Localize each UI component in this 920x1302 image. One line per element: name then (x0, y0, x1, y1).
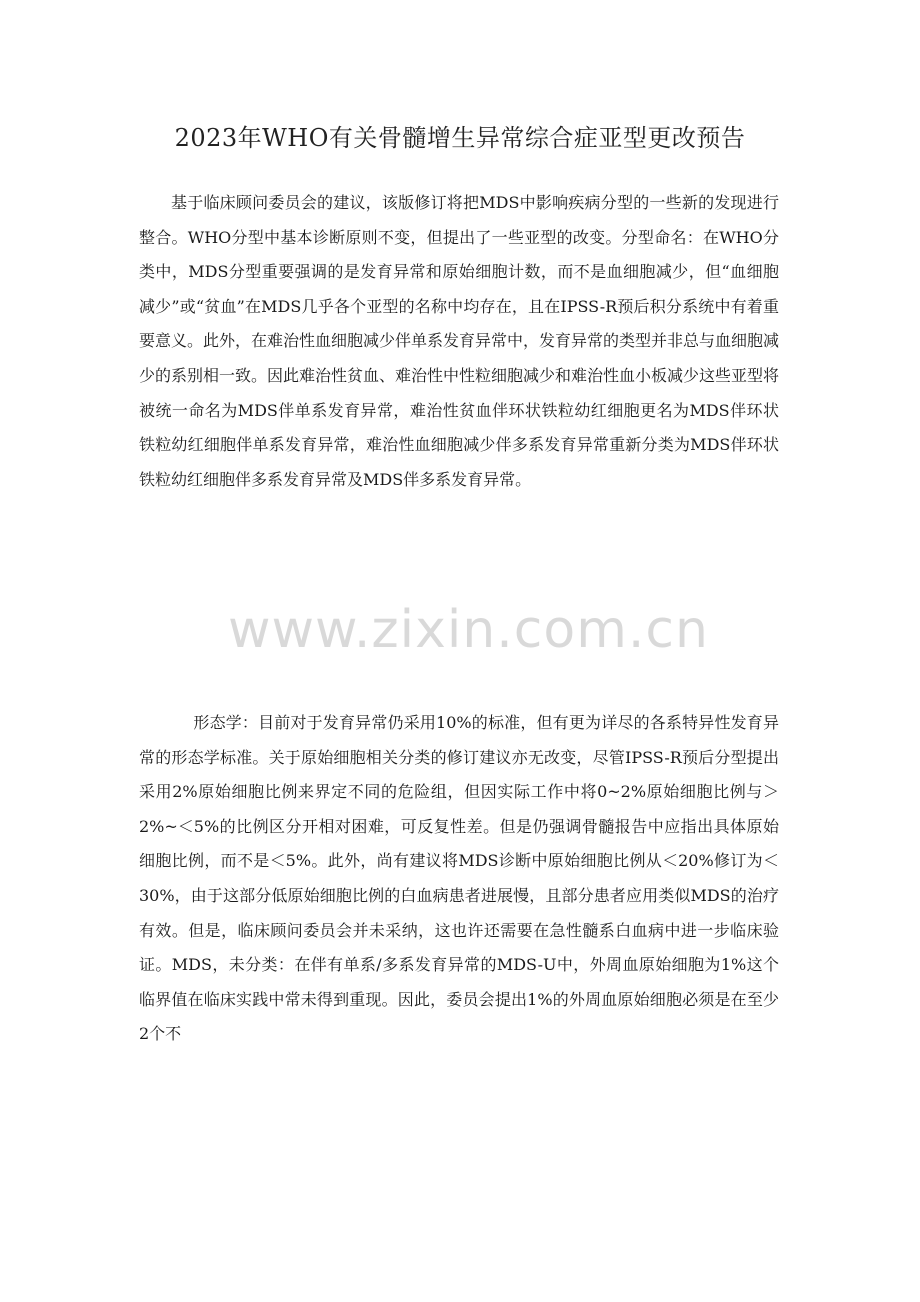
watermark: www.zixin.com.cn (228, 600, 709, 660)
paragraph-classification: 基于临床顾问委员会的建议，该版修订将把MDS中影响疾病分型的一些新的发现进行整合。WHO分型中基本诊断原则不变，但提出了一些亚型的改变。分型命名：在WHO分类中，MDS分型重要强调的是发育异常和原始细胞计数，而不是血细胞减少，但“血细胞减少”或“贫血”在MDS几乎各个亚型的名称中均存在，且在IPSS-R预后积分系统中有着重要意义。此外，在难治性血细胞减少伴单系发育异常中，发育异常的类型并非总与血细胞减少的系别相一致。因此难治性贫血、难治性中性粒细胞减少和难治性血小板减少这些亚型将被统一命名为MDS伴单系发育异常，难治性贫血伴环状铁粒幼红细胞更名为MDS伴环状铁粒幼红细胞伴单系发育异常，难治性血细胞减少伴多系发育异常重新分类为MDS伴环状铁粒幼红细胞伴多系发育异常及MDS伴多系发育异常。 (139, 193, 780, 489)
paragraph-morphology: 形态学：目前对于发育异常仍采用10%的标准，但有更为详尽的各系特异性发育异常的形态学标准。关于原始细胞相关分类的修订建议亦无改变，尽管IPSS-R预后分型提出采用2%原始细胞比例来界定不同的危险组，但因实际工作中将0~2%原始细胞比例与＞2%~＜5%的比例区分开相对困难，可反复性差。但是仍强调骨髓报告中应指出具体原始细胞比例，而不是＜5%。此外，尚有建议将MDS诊断中原始细胞比例从＜20%修订为＜30%，由于这部分低原始细胞比例的白血病患者进展慢，且部分患者应用类似MDS的治疗有效。但是，临床顾问委员会并未采纳，这也许还需要在急性髓系白血病中进一步临床验证。MDS，未分类：在伴有单系/多系发育异常的MDS-U中，外周血原始细胞为1%这个临界值在临床实践中常未得到重现。因此，委员会提出1%的外周血原始细胞必须是在至少2个不 (139, 713, 779, 1044)
document-title: 2023年WHO有关骨髓增生异常综合症亚型更改预告 (174, 124, 746, 152)
